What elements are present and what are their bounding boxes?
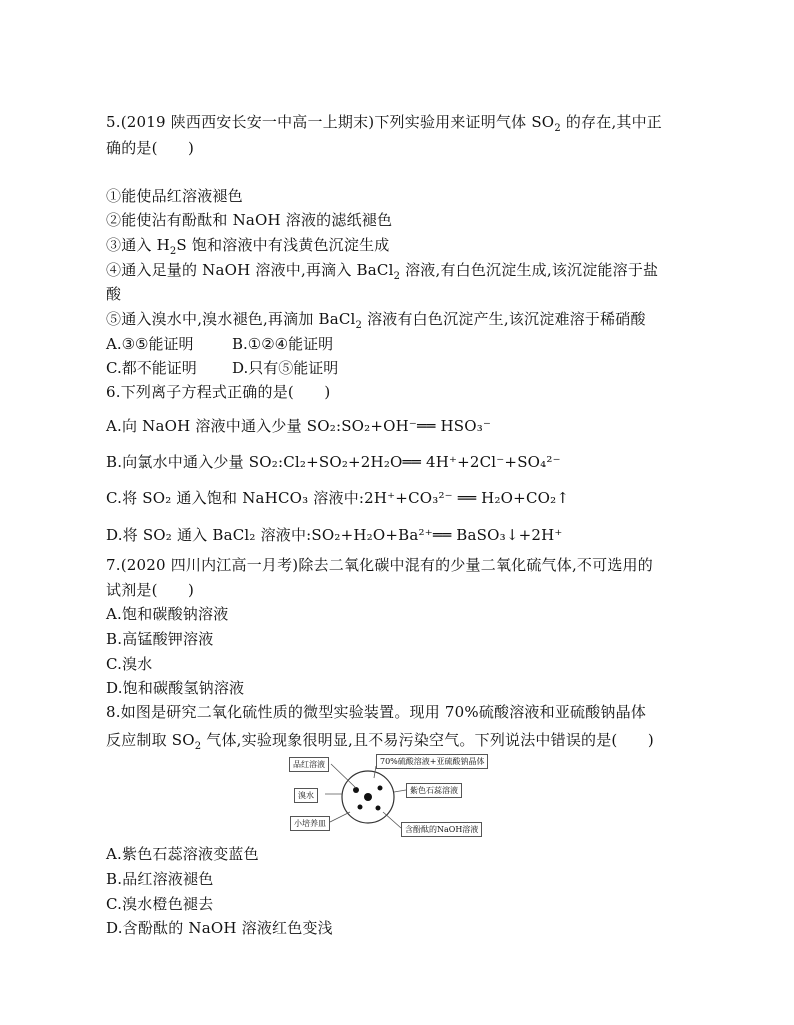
well-naoh	[376, 806, 381, 811]
label-naoh: 含酚酞的NaOH溶液	[401, 822, 482, 837]
q8-option-c: C.溴水橙色褪去	[106, 895, 214, 913]
q8-stem-line1: 8.如图是研究二氧化硫性质的微型实验装置。现用 70%硫酸溶液和亚硫酸钠晶体	[106, 703, 647, 721]
q5-statement-4-cont: 酸	[106, 285, 122, 303]
q8-option-b: B.品红溶液褪色	[106, 870, 214, 888]
well-xiushui	[358, 805, 363, 810]
label-acid-sulfite: 70%硫酸溶液+亚硫酸钠晶体	[376, 754, 488, 769]
q5-option-a: A.③⑤能证明	[106, 335, 194, 353]
q8-option-a: A.紫色石蕊溶液变蓝色	[106, 845, 259, 863]
center-well	[364, 793, 372, 801]
q8-option-d: D.含酚酞的 NaOH 溶液红色变浅	[106, 919, 333, 937]
q7-stem-line1: 7.(2020 四川内江高一月考)除去二氧化碳中混有的少量二氧化硫气体,不可选用的	[106, 556, 653, 574]
q5-stem-line1: 5.(2019 陕西西安长安一中高一上期末)下列实验用来证明气体 $SO_2$ 的存在,其中正	[106, 113, 663, 134]
q6-stem: 6.下列离子方程式正确的是( )	[106, 383, 331, 401]
well-shiru	[378, 786, 383, 791]
q6-option-d: D.将 SO₂ 通入 BaCl₂ 溶液中:SO₂+H₂O+Ba²⁺══ BaSO₃↓+2H⁺	[106, 526, 563, 544]
q5-statement-2: ②能使沾有酚酞和 NaOH 溶液的滤纸褪色	[106, 211, 393, 229]
q5-statement-1: ①能使品红溶液褪色	[106, 187, 243, 205]
q5-option-c: C.都不能证明	[106, 359, 197, 377]
q5-option-d: D.只有⑤能证明	[232, 359, 339, 377]
q7-option-b: B.高锰酸钾溶液	[106, 630, 214, 648]
micro-apparatus-diagram	[288, 752, 508, 842]
label-litmus: 紫色石蕊溶液	[406, 783, 462, 798]
label-xiushui: 溴水	[294, 788, 318, 803]
q7-option-d: D.饱和碳酸氢钠溶液	[106, 679, 245, 697]
q6-option-a: A.向 NaOH 溶液中通入少量 SO₂:SO₂+OH⁻══ HSO₃⁻	[106, 417, 492, 435]
q7-stem-line2: 试剂是( )	[106, 581, 195, 599]
q8-stem-line2: 反应制取 $SO_2$ 气体,实验现象很明显,且不易污染空气。下列说法中错误的是( )	[106, 731, 654, 752]
q5-statement-3: ③通入 $H_2S$ 饱和溶液中有浅黄色沉淀生成	[106, 236, 390, 257]
q7-option-a: A.饱和碳酸钠溶液	[106, 605, 229, 623]
q5-stem-line2: 确的是( )	[106, 139, 195, 157]
q5-option-b: B.①②④能证明	[232, 335, 334, 353]
q5-statement-4: ④通入足量的 NaOH 溶液中,再滴入 BaCl$_2$ 溶液,有白色沉淀生成,该沉淀能溶于盐	[106, 261, 659, 282]
q5-statement-5: ⑤通入溴水中,溴水褪色,再滴加 BaCl$_2$ 溶液有白色沉淀产生,该沉淀难溶于稀硝酸	[106, 310, 646, 331]
label-dish: 小培养皿	[290, 816, 330, 831]
q6-option-b: B.向氯水中通入少量 SO₂:Cl₂+SO₂+2H₂O══ 4H⁺+2Cl⁻+SO₄²⁻	[106, 453, 561, 471]
q7-option-c: C.溴水	[106, 655, 153, 673]
q6-option-c: C.将 SO₂ 通入饱和 NaHCO₃ 溶液中:2H⁺+CO₃²⁻ ══ H₂O+CO₂↑	[106, 489, 570, 507]
label-pinhong: 品红溶液	[289, 757, 329, 772]
